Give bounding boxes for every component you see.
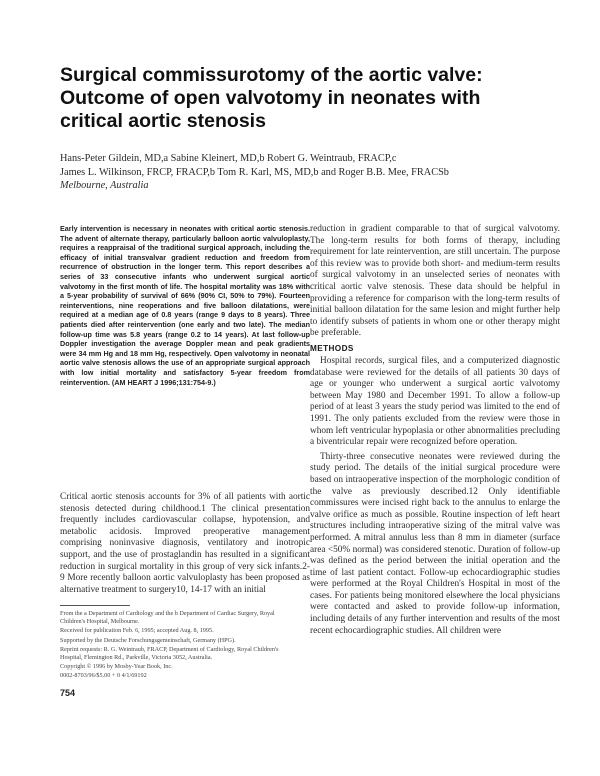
methods-paragraph: Thirty-three consecutive neonates were reviewed during the study period. The details of the initial surgical procedure were based on intraoperative inspection of the morphologic condition of the valve as previously described.12 Only identifiable commissures were incised right back to the annulus to enlarge the valve orifice as much as possible. Routine inspection of left heart structures including intraoperative sizing of the mitral valve was performed. A mitral annulus less than 8 mm in diameter (surface area <50% normal) was considered stenotic. Duration of follow-up was defined as the period between the initial operation and the time of last patient contact. Follow-up echocardiographic studies were performed at the Royal Children's Hospital in most of the cases. For patients being monitored elsewhere the local physicians were contacted and asked to provide follow-up information, including details of any further intervention and results of the most recent echocardiographic studies. All children were <box>310 451 560 636</box>
author-line: Hans-Peter Gildein, MD,a Sabine Kleinert, MD,b Robert G. Weintraub, FRACP,c <box>60 153 397 164</box>
author-location: Melbourne, Australia <box>60 180 149 191</box>
footnote: Received for publication Feb. 6, 1995; accepted Aug. 8, 1995. <box>60 627 214 635</box>
intro-right-column <box>310 224 560 340</box>
title-line: Outcome of open valvotomy in neonates with <box>60 87 481 109</box>
footnote: Copyright © 1996 by Mosby-Year Book, Inc. <box>60 663 173 671</box>
footnote: 0002-8703/96/$5.00 + 0 4/1/69192 <box>60 672 147 680</box>
page-number: 754 <box>60 688 76 698</box>
abstract: Early intervention is necessary in neonates with critical aortic stenosis. The advent of alternate therapy, particularly balloon aortic valvuloplasty, requires a reappraisal of the traditional surgical approach, including the efficacy of initial transvalvar gradient reduction and freedom from recurrence of obstruction in the longer term. This report describes a series of 33 consecutive infants who underwent surgical aortic valvotomy in the first month of life. The hospital mortality was 18% with a 5-year probability of survival of 66% (90% CI, 50% to 79%). Fourteen reinterventions, nine reoperations and five balloon dilatations, were required at a median age of 0.8 years (range 9 days to 8 years). Three patients died after reintervention (one early and two late). The median follow-up time was 5.8 years (range 0.2 to 14 years). At last follow-up Doppler investigation the average Doppler mean and peak gradients were 34 mm Hg and 18 mm Hg, respectively. Open valvotomy in neonatal aortic valve stenosis allows the use of an appropriate surgical approach with low initial mortality and satisfactory 5-year freedom from reintervention. (AM HEART J 1996;131:754-9.) <box>60 224 310 387</box>
footnote: Reprint requests: R. G. Weintraub, FRACP, Department of Cardiology, Royal Children's Hospital, Flemington Rd., Parkville, Victoria 3052, Australia. <box>60 645 279 662</box>
title-line: critical aortic stenosis <box>60 110 266 132</box>
methods-heading: METHODS <box>310 344 354 353</box>
footnote-divider <box>60 605 130 606</box>
footnote: Supported by the Deutsche Forschungsgemeinschaft, Germany (HPG). <box>60 636 236 644</box>
author-block <box>60 152 560 193</box>
author-line: James L. Wilkinson, FRCP, FRACP,b Tom R. Karl, MS, MD,b and Roger B.B. Mee, FRACSb <box>60 166 449 178</box>
intro-left-column: Critical aortic stenosis accounts for 3% of all patients with aortic stenosis detected during childhood.1 The clinical presentation frequently includes cardiovascular collapse, hypotension, and metabolic acidosis. Improved preoperative management comprising noninvasive diagnosis, ventilatory and inotropic support, and the use of prostaglandin has resulted in a significant reduction in surgical mortality in this group of very sick infants.2-9 More recently balloon aortic valvuloplasty has been proposed as alternative treatment to surgery10, 14-17 with an initial <box>60 492 310 595</box>
title-line: Surgical commissurotomy of the aortic valve: <box>60 64 483 86</box>
methods-body <box>310 356 560 637</box>
intro-continuation: reduction in gradient comparable to that of surgical valvotomy. The long-term results for both forms of therapy, including requirement for late reintervention, are still uncertain. The purpose of this review was to provide both short- and medium-term results of surgical valvotomy in an unselected series of neonates with critical aortic valve stenosis. These data should be helpful in providing a reference for comparison with the long-term results of initial balloon dilatation for the same lesion and might further help to identify subsets of patients in whom one or other therapy might be preferable. <box>310 224 560 339</box>
methods-paragraph: Hospital records, surgical files, and a computerized diagnostic database were reviewed for the details of all patients 30 days of age or younger who underwent a surgical aortic valvotomy between May 1980 and December 1991. To allow a follow-up period of at least 3 years the study period was limited to the end of 1991. The only patients excluded from the review were those in whom left ventricular hypoplasia or other abnormalities precluding a biventricular repair were recognized before operation. <box>310 356 560 448</box>
article-title <box>60 64 560 133</box>
footnote: From the a Department of Cardiology and the b Department of Cardiac Surgery, Royal Children's Hospital, Melbourne. <box>60 610 275 626</box>
footnotes <box>60 610 300 682</box>
